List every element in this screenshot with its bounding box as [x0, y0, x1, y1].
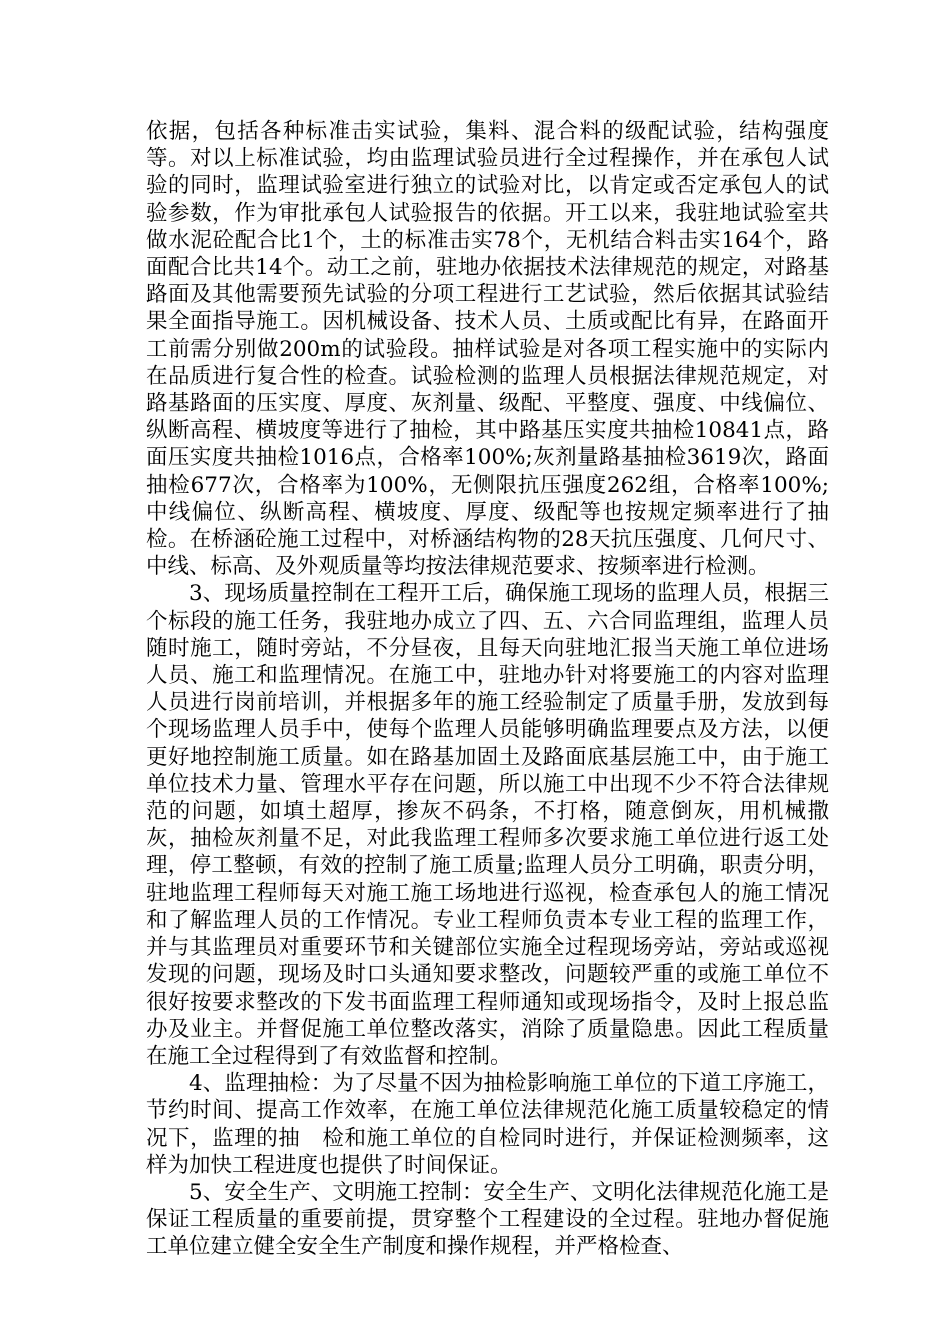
- paragraph-site-quality-control: 3、现场质量控制在工程开工后，确保施工现场的监理人员，根据三个标段的施工任务，我驻地办成立了四、五、六合同监理组，监理人员随时施工，随时旁站，不分昼夜，且每天向驻地汇报当天施工单位进场人员、施工和监理情况。在施工中，驻地办针对将要施工的内容对监理人员进行岗前培训，并根据多年的施工经验制定了质量手册，发放到每个现场监理人员手中，使每个监理人员能够明确监理要点及方法，以便更好地控制施工质量。如在路基加固土及路面底基层施工中，由于施工单位技术力量、管理水平存在问题，所以施工中出现不少不符合法律规范的问题，如填土超厚，掺灰不码条，不打格，随意倒灰，用机械撒灰，抽检灰剂量不足，对此我监理工程师多次要求施工单位进行返工处理，停工整顿，有效的控制了施工质量;监理人员分工明确，职责分明，驻地监理工程师每天对施工施工场地进行巡视，检查承包人的施工情况和了解监理人员的工作情况。专业工程师负责本专业工程的监理工作，并与其监理员对重要环节和关键部位实施全过程现场旁站，旁站或巡视发现的问题，现场及时口头通知要求整改，问题较严重的或施工单位不很好按要求整改的下发书面监理工程师通知或现场指令，及时上报总监办及业主。并督促施工单位整改落实，消除了质量隐患。因此工程质量在施工全过程得到了有效监督和控制。: [146, 581, 829, 1069]
- paragraph-safety-production: 5、安全生产、文明施工控制：安全生产、文明化法律规范化施工是保证工程质量的重要前提，贯穿整个工程建设的全过程。驻地办督促施工单位建立健全安全生产制度和操作规程，并严格检查、: [146, 1179, 829, 1260]
- document-body: [146, 118, 829, 1261]
- paragraph-test-basis: 依据，包括各种标准击实试验，集料、混合料的级配试验，结构强度等。对以上标准试验，均由监理试验员进行全过程操作，并在承包人试验的同时，监理试验室进行独立的试验对比，以肯定或否定承包人的试验参数，作为审批承包人试验报告的依据。开工以来，我驻地试验室共做水泥砼配合比1个，土的标准击实78个，无机结合料击实164个，路面配合比共14个。动工之前，驻地办依据技术法律规范的规定，对路基路面及其他需要预先试验的分项工程进行工艺试验，然后依据其试验结果全面指导施工。因机械设备、技术人员、土质或配比有异，在路面开工前需分别做200m的试验段。抽样试验是对各项工程实施中的实际内在品质进行复合性的检查。试验检测的监理人员根据法律规范规定，对路基路面的压实度、厚度、灰剂量、级配、平整度、强度、中线偏位、纵断高程、横坡度等进行了抽检，其中路基压实度共抽检10841点，路面压实度共抽检1016点，合格率100%;灰剂量路基抽检3619次，路面抽检677次，合格率为100%，无侧限抗压强度262组，合格率100%;中线偏位、纵断高程、横坡度、厚度、级配等也按规定频率进行了抽检。在桥涵砼施工过程中，对桥涵结构物的28天抗压强度、几何尺寸、中线、标高、及外观质量等均按法律规范要求、按频率进行检测。: [146, 119, 829, 580]
- paragraph-supervision-sampling: 4、监理抽检：为了尽量不因为抽检影响施工单位的下道工序施工，节约时间、提高工作效率，在施工单位法律规范化施工质量较稳定的情况下，监理的抽 检和施工单位的自检同时进行，并保证检测频率，这样为加快工程进度也提供了时间保证。: [146, 1071, 829, 1178]
